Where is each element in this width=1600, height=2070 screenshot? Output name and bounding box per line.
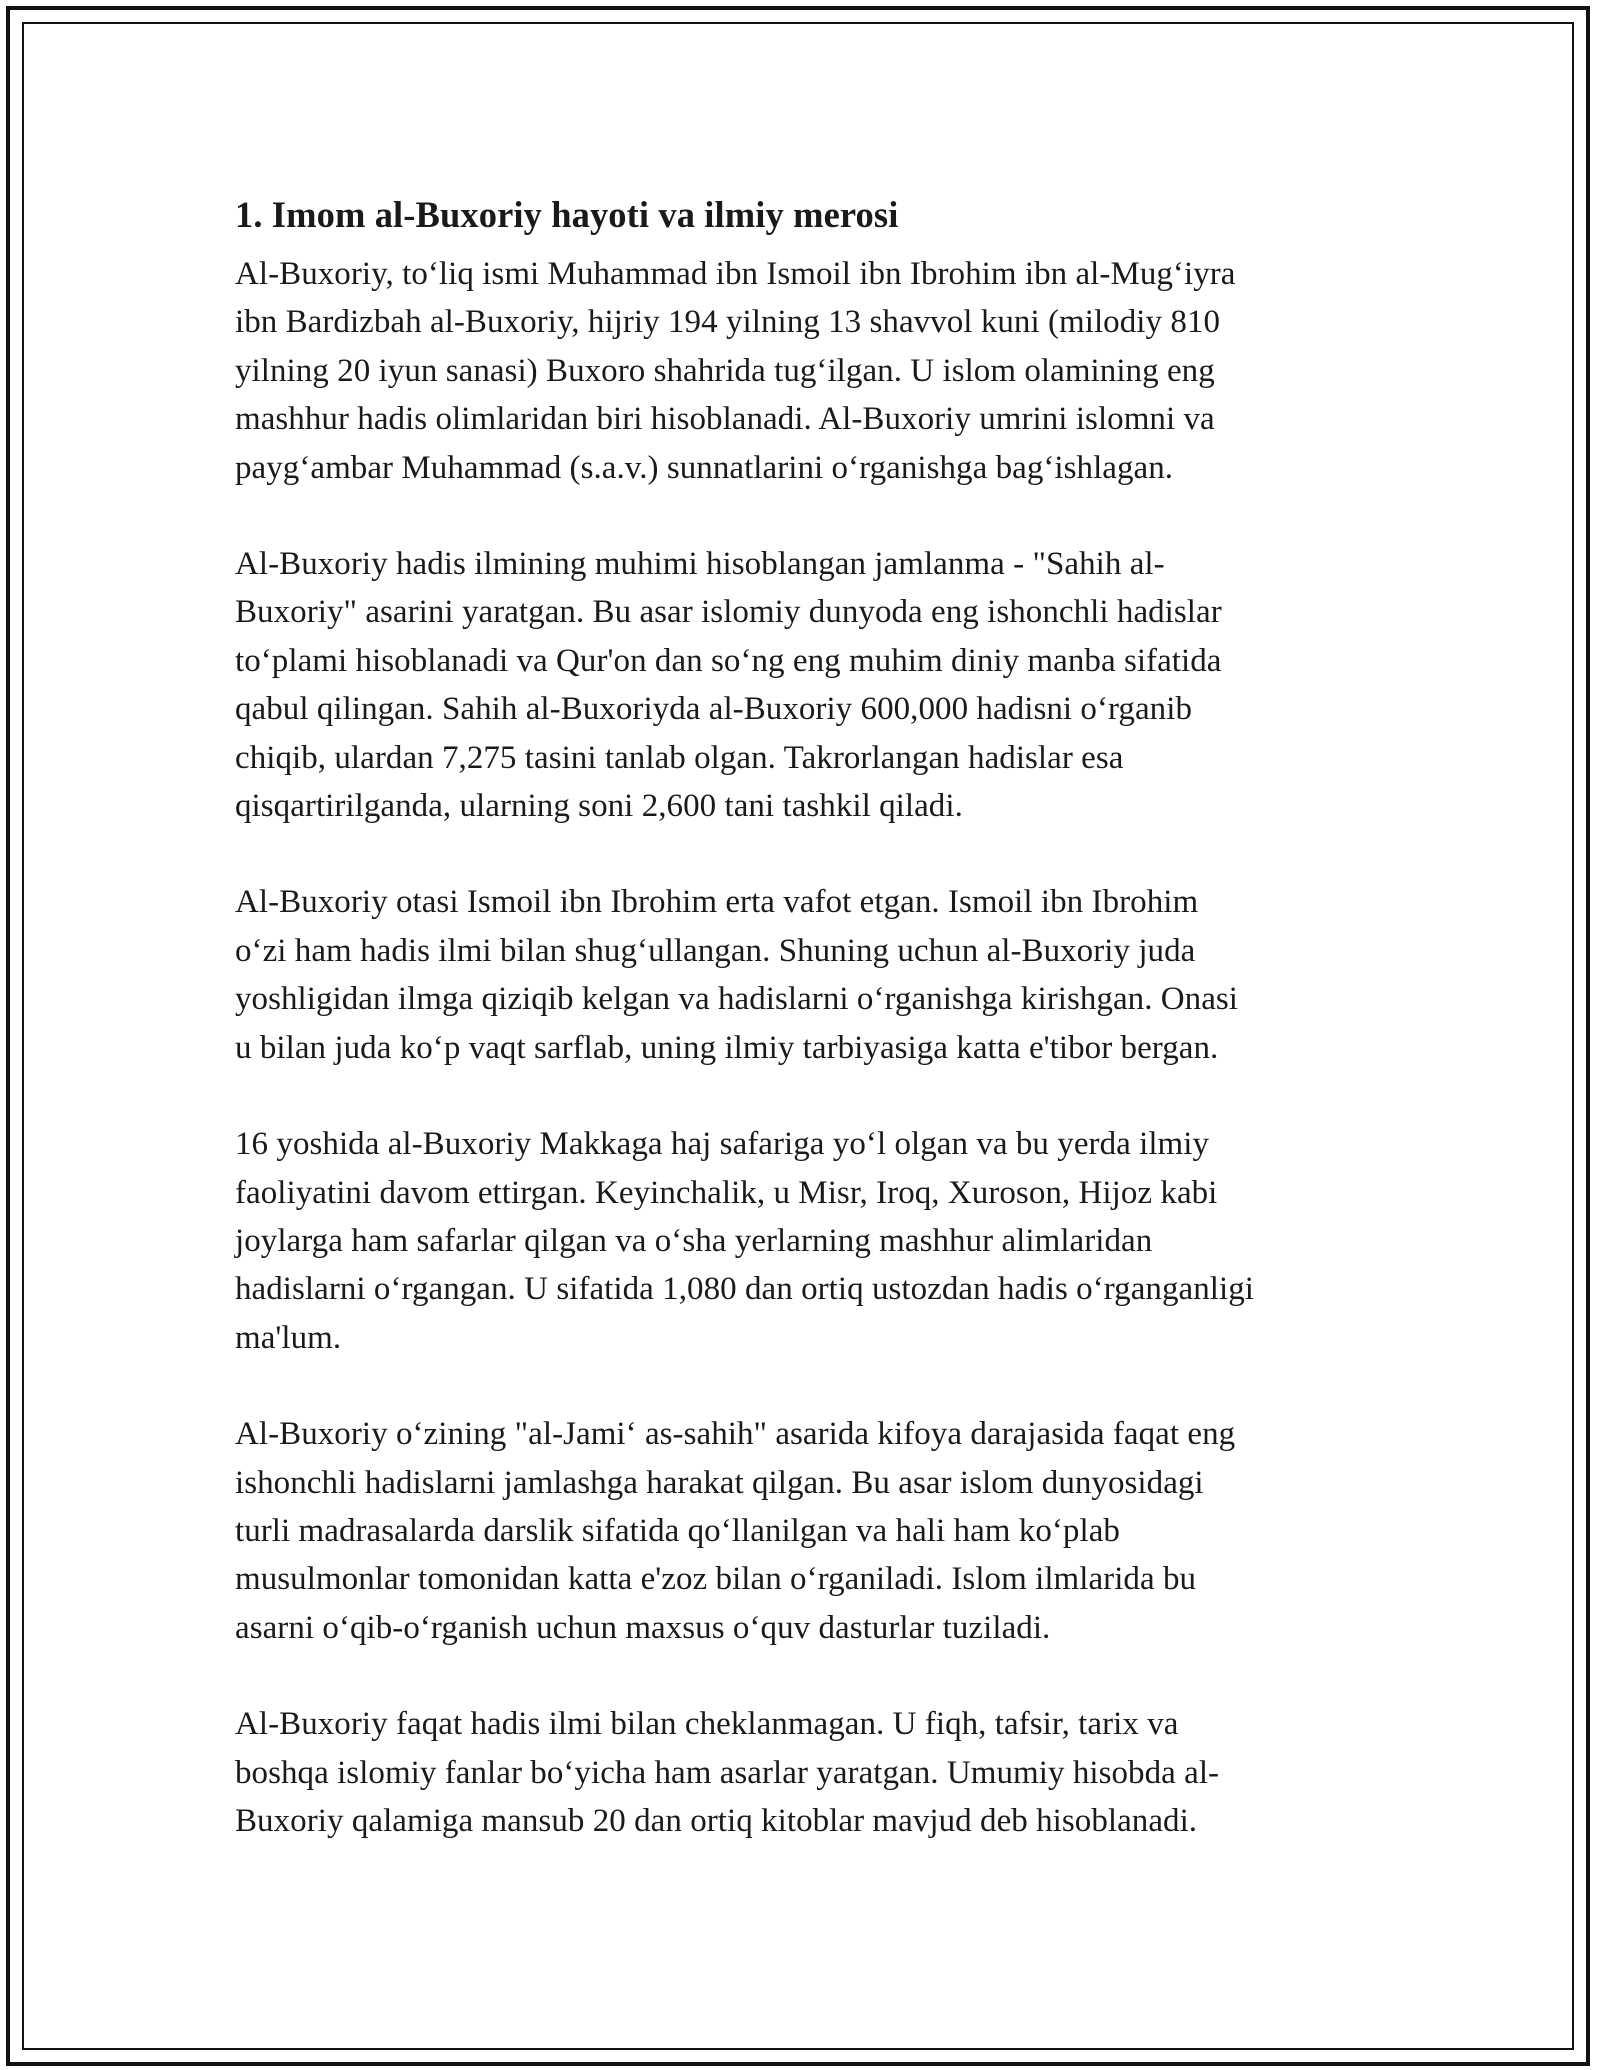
paragraph-3 — [235, 878, 1375, 1072]
paragraph-1 — [235, 250, 1375, 492]
text-line: turli madrasalarda darslik sifatida qo‘llanilgan va hali ham ko‘plab — [235, 1512, 1120, 1549]
text-line: Al-Buxoriy faqat hadis ilmi bilan cheklanmagan. U fiqh, tafsir, tarix va — [235, 1706, 1179, 1743]
text-line: chiqib, ulardan 7,275 tasini tanlab olgan. Takrorlangan hadislar esa — [235, 739, 1124, 776]
text-line: Al-Buxoriy hadis ilmining muhimi hisoblangan jamlanma - "Sahih al- — [235, 546, 1165, 583]
text-line: joylarga ham safarlar qilgan va o‘sha yerlarning mashhur alimlaridan — [235, 1222, 1153, 1259]
text-line: Buxoriy" asarini yaratgan. Bu asar islomiy dunyoda eng ishonchli hadislar — [235, 594, 1222, 631]
text-line: Al-Buxoriy otasi Ismoil ibn Ibrohim erta vafot etgan. Ismoil ibn Ibrohim — [235, 884, 1199, 921]
document-body — [235, 188, 1375, 1893]
text-line: ishonchli hadislarni jamlashga harakat qilgan. Bu asar islom dunyosidagi — [235, 1464, 1204, 1501]
paragraph-4 — [235, 1120, 1375, 1362]
text-line: boshqa islomiy fanlar bo‘yicha ham asarlar yaratgan. Umumiy hisobda al- — [235, 1754, 1220, 1791]
text-line: 16 yoshida al-Buxoriy Makkaga haj safariga yo‘l olgan va bu yerda ilmiy — [235, 1126, 1210, 1163]
text-line: qabul qilingan. Sahih al-Buxoriyda al-Buxoriy 600,000 hadisni o‘rganib — [235, 691, 1193, 728]
text-line: asarni o‘qib-o‘rganish uchun maxsus o‘quv dasturlar tuziladi. — [235, 1609, 1051, 1646]
text-line: yilning 20 iyun sanasi) Buxoro shahrida tug‘ilgan. U islom olamining eng — [235, 352, 1215, 389]
text-line: Buxoriy qalamiga mansub 20 dan ortiq kitoblar mavjud deb hisoblanadi. — [235, 1802, 1198, 1839]
text-line: faoliyatini davom ettirgan. Keyinchalik, u Misr, Iroq, Xuroson, Hijoz kabi — [235, 1174, 1218, 1211]
text-line: hadislarni o‘rgangan. U sifatida 1,080 dan ortiq ustozdan hadis o‘rganganligi — [235, 1271, 1254, 1308]
text-line: yoshligidan ilmga qiziqib kelgan va hadislarni o‘rganishga kirishgan. Onasi — [235, 981, 1239, 1018]
paragraph-2 — [235, 540, 1375, 830]
text-line: Al-Buxoriy, to‘liq ismi Muhammad ibn Ismoil ibn Ibrohim ibn al-Mug‘iyra — [235, 256, 1236, 292]
paragraph-6 — [235, 1700, 1375, 1845]
text-line: payg‘ambar Muhammad (s.a.v.) sunnatlarini o‘rganishga bag‘ishlagan. — [235, 449, 1174, 486]
text-line: ma'lum. — [235, 1319, 342, 1356]
text-line: mashhur hadis olimlaridan biri hisoblanadi. Al-Buxoriy umrini islomni va — [235, 401, 1215, 438]
text-line: qisqartirilganda, ularning soni 2,600 tani tashkil qiladi. — [235, 788, 963, 825]
text-line: ibn Bardizbah al-Buxoriy, hijriy 194 yilning 13 shavvol kuni (milodiy 810 — [235, 304, 1220, 341]
text-line: o‘zi ham hadis ilmi bilan shug‘ullangan. Shuning uchun al-Buxoriy juda — [235, 932, 1196, 969]
text-line: to‘plami hisoblanadi va Qur'on dan so‘ng eng muhim diniy manba sifatida — [235, 642, 1222, 679]
section-heading: 1. Imom al-Buxoriy hayoti va ilmiy merosi — [235, 194, 899, 235]
text-line: u bilan juda ko‘p vaqt sarflab, uning ilmiy tarbiyasiga katta e'tibor bergan. — [235, 1029, 1219, 1066]
paragraph-5 — [235, 1410, 1375, 1652]
text-line: musulmonlar tomonidan katta e'zoz bilan o‘rganiladi. Islom ilmlarida bu — [235, 1561, 1197, 1598]
text-line: Al-Buxoriy o‘zining "al-Jami‘ as-sahih" asarida kifoya darajasida faqat eng — [235, 1416, 1236, 1453]
